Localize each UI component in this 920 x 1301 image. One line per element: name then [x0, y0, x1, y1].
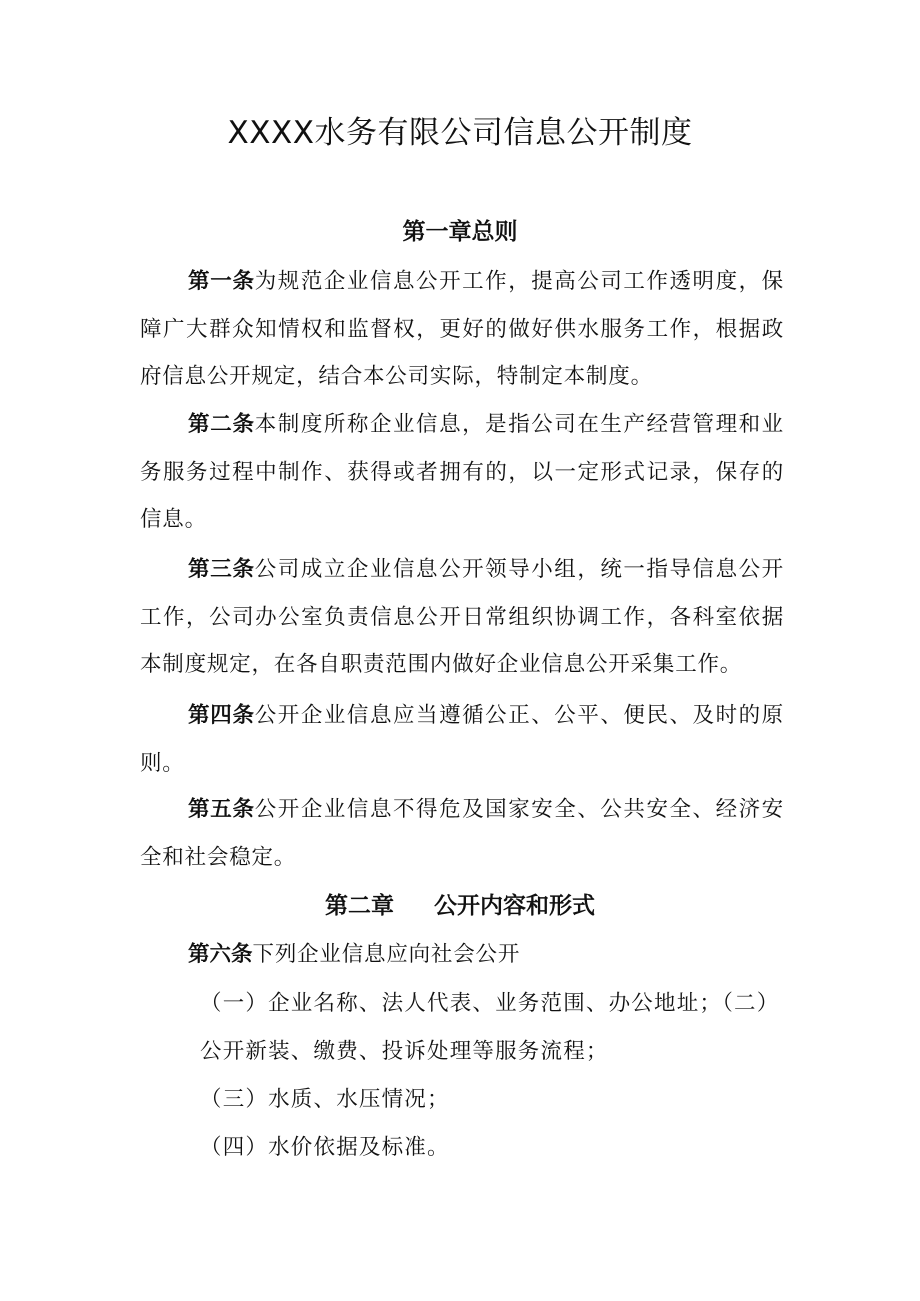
article-1-text: 为规范企业信息公开工作，提高公司工作透明度，保障广大群众知情权和监督权，更好的做好供水服务工作，根据政府信息公开规定，结合本公司实际，特制定本制度。	[140, 269, 784, 389]
article-6-item-4: （四）水价依据及标准。	[200, 1135, 450, 1160]
article-4	[140, 692, 784, 787]
chapter-2-number: 第二章	[325, 893, 394, 919]
article-5	[140, 786, 784, 881]
article-2-label: 第二条	[188, 412, 255, 437]
article-5-label: 第五条	[188, 797, 255, 822]
article-4-label: 第四条	[188, 703, 255, 728]
article-6-text: 下列企业信息应向社会公开	[252, 942, 521, 967]
article-6	[140, 931, 784, 979]
article-2	[140, 401, 784, 544]
article-1-label: 第一条	[188, 269, 255, 294]
article-3-label: 第三条	[188, 557, 255, 582]
article-5-text: 公开企业信息不得危及国家安全、公共安全、经济安全和社会稳定。	[140, 797, 784, 870]
document-title: XXXX水务有限公司信息公开制度	[227, 115, 693, 151]
article-3-text: 公司成立企业信息公开领导小组，统一指导信息公开工作，公司办公室负责信息公开日常组织协调工作，各科室依据本制度规定，在各自职责范围内做好企业信息公开采集工作。	[140, 557, 784, 677]
article-2-text: 本制度所称企业信息，是指公司在生产经营管理和业务服务过程中制作、获得或者拥有的，以一定形式记录，保存的信息。	[140, 412, 784, 532]
chapter-2-title: 公开内容和形式	[434, 893, 595, 919]
article-6-label: 第六条	[188, 942, 253, 967]
chapter-2-heading	[0, 886, 920, 926]
article-3	[140, 546, 784, 689]
article-6-item-3: （三）水质、水压情况；	[200, 1087, 450, 1112]
article-6-item-2: 公开新装、缴费、投诉处理等服务流程；	[200, 1039, 609, 1064]
article-1	[140, 258, 784, 401]
article-6-item-1: （一）企业名称、法人代表、业务范围、办公地址；（二）	[200, 991, 780, 1016]
article-4-text: 公开企业信息应当遵循公正、公平、便民、及时的原则。	[140, 703, 784, 776]
chapter-1-heading: 第一章总则	[402, 219, 518, 245]
